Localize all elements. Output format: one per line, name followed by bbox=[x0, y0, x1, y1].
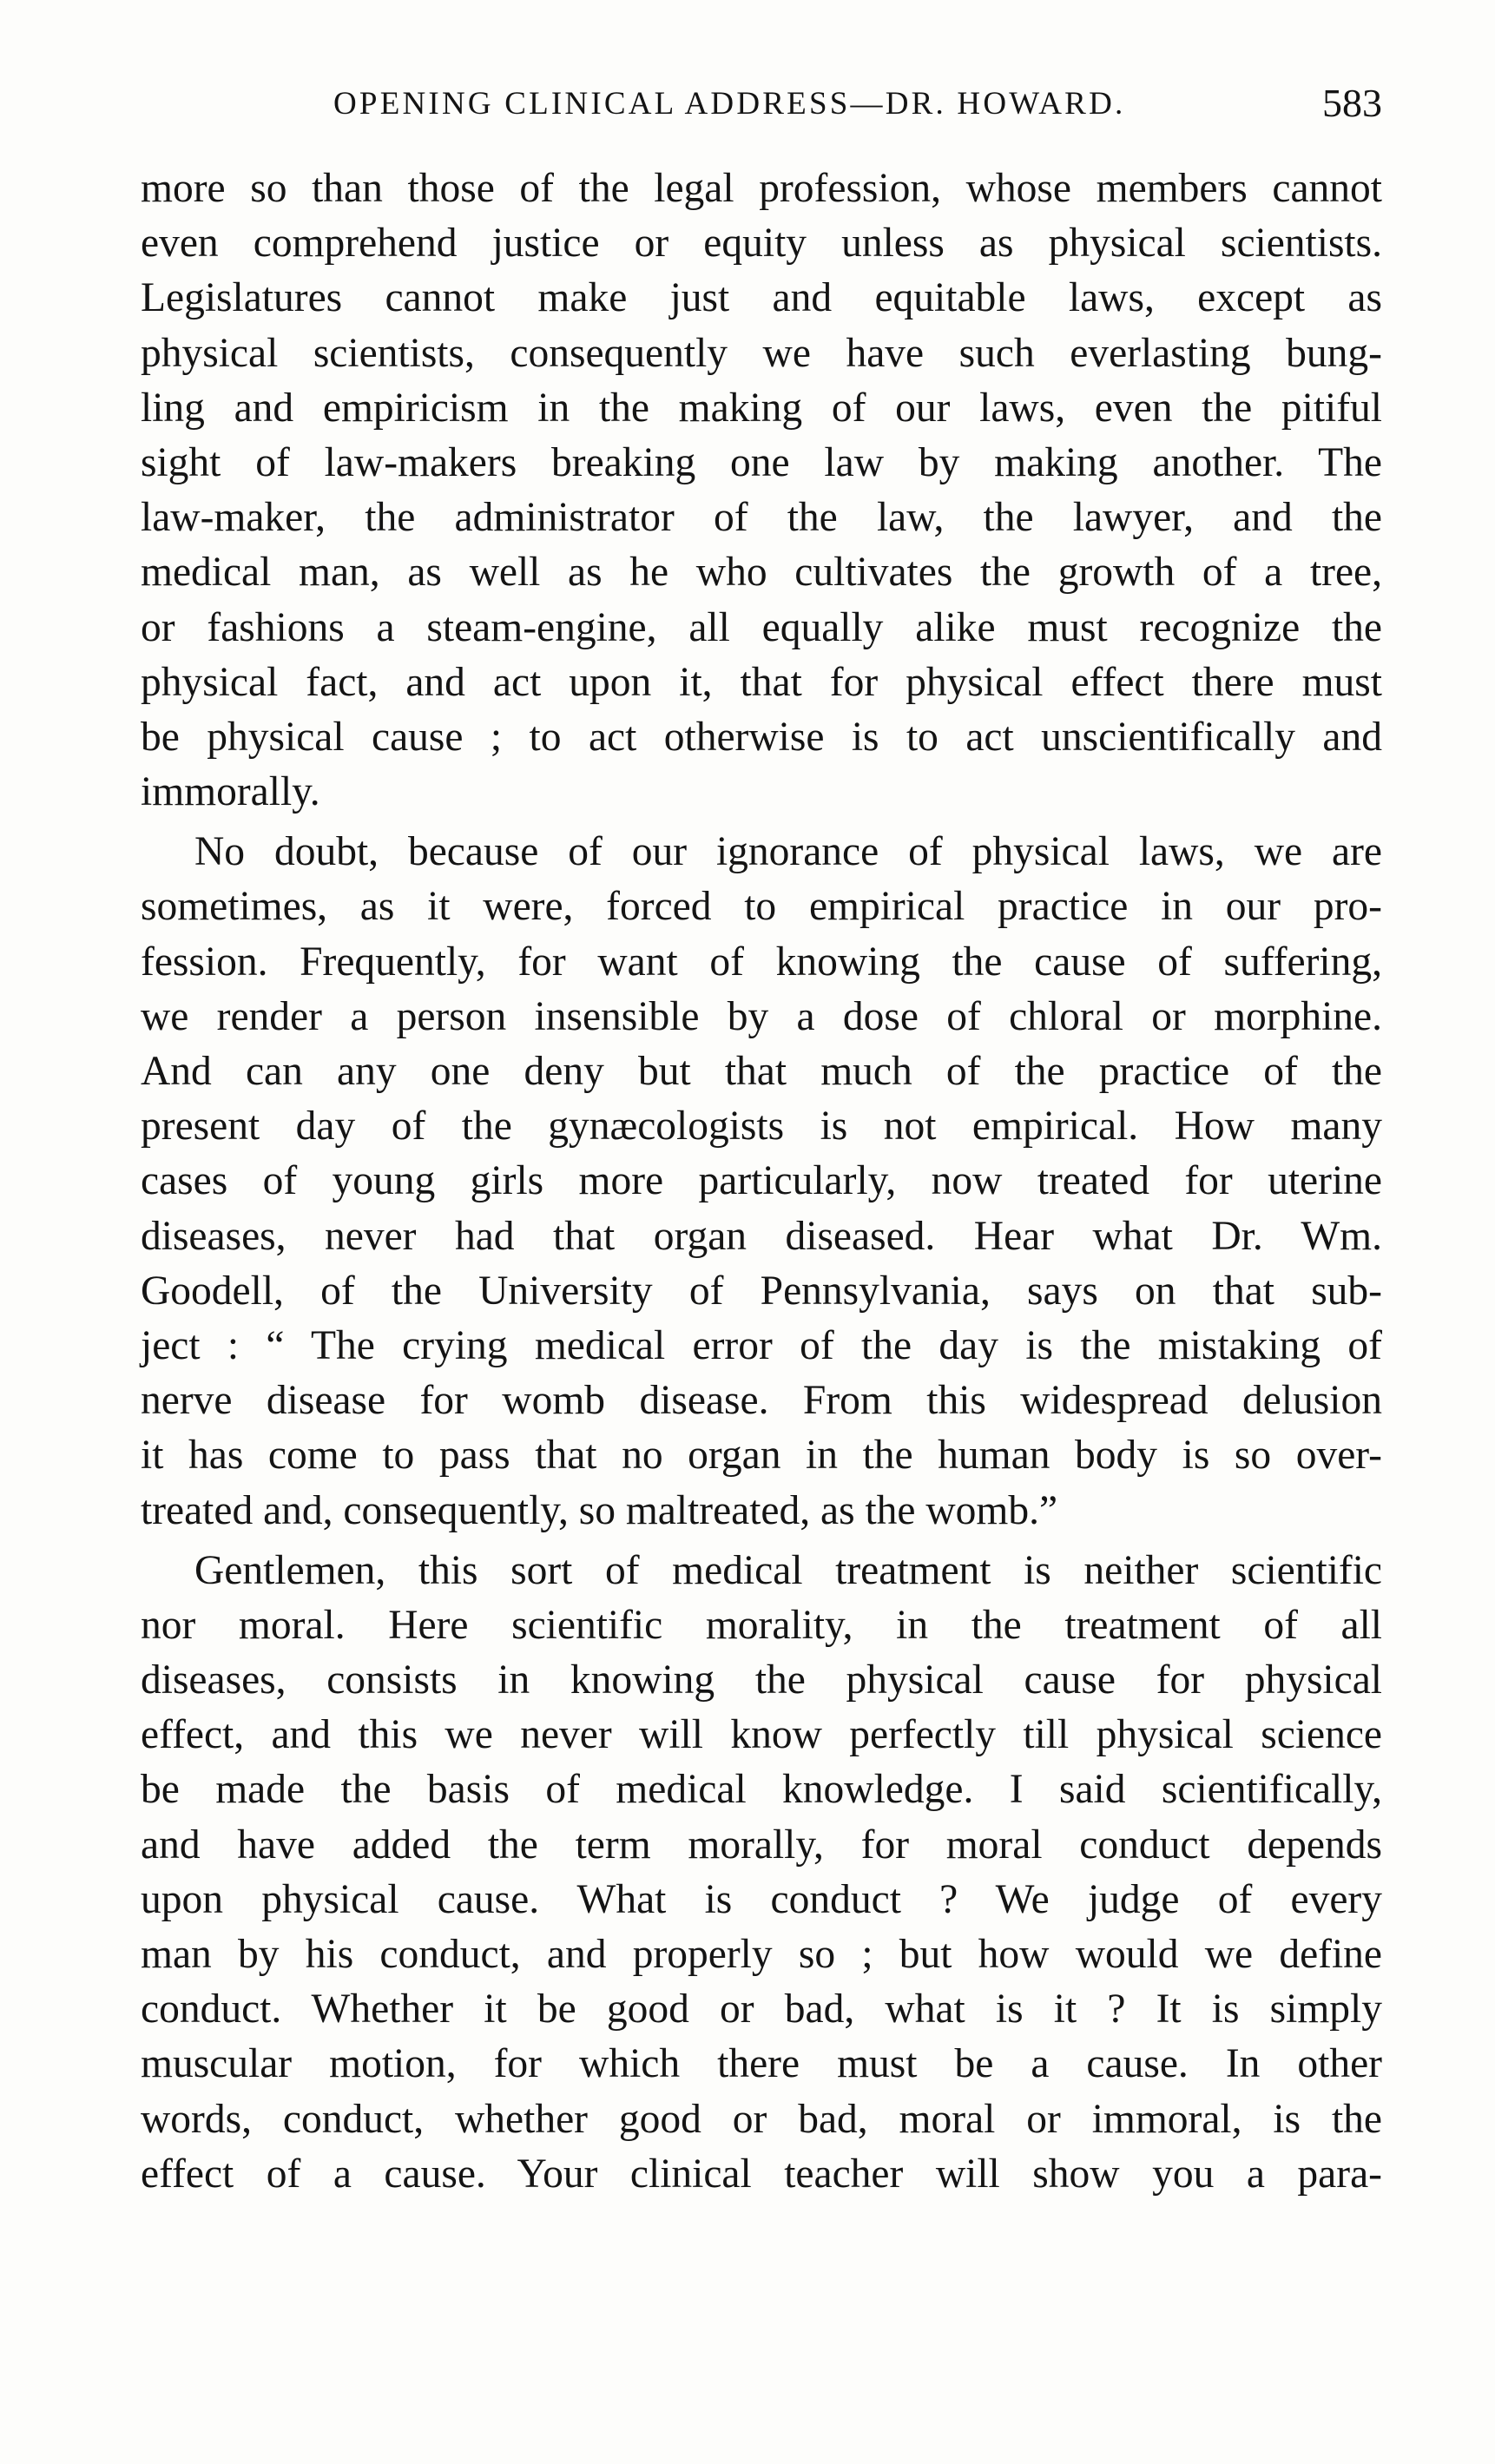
text-line: words, conduct, whether good or bad, moral or immoral, is the bbox=[141, 2096, 1382, 2142]
text-line: medical man, as well as he who cultivates the growth of a tree, bbox=[141, 550, 1382, 596]
text-line: and have added the term morally, for moral conduct depends bbox=[141, 1822, 1382, 1868]
text-line: And can any one deny but that much of the practice of the bbox=[141, 1049, 1382, 1094]
paragraph-3 bbox=[141, 1544, 1382, 2202]
text-line: muscular motion, for which there must be a cause. In other bbox=[141, 2041, 1382, 2087]
text-line: physical fact, and act upon it, that for physical effect there must bbox=[141, 659, 1382, 705]
text-line: upon physical cause. What is conduct ? We judge of every bbox=[141, 1876, 1382, 1922]
text-line: No doubt, because of our ignorance of physical laws, we are bbox=[194, 829, 1382, 875]
text-line: Gentlemen, this sort of medical treatment is neither scientific bbox=[194, 1547, 1382, 1593]
running-title: OPENING CLINICAL ADDRESS—DR. HOWARD. bbox=[333, 86, 1126, 122]
text-line: we render a person insensible by a dose of chloral or morphine. bbox=[141, 993, 1382, 1039]
text-line: effect, and this we never will know perfectly till physical science bbox=[141, 1712, 1382, 1758]
text-line: diseases, never had that organ diseased. Hear what Dr. Wm. bbox=[141, 1213, 1382, 1259]
page-number: 583 bbox=[1322, 81, 1382, 125]
text-line: Legislatures cannot make just and equitable laws, except as bbox=[141, 275, 1382, 321]
text-line: immorally. bbox=[141, 769, 320, 815]
text-line: diseases, consists in knowing the physical cause for physical bbox=[141, 1657, 1382, 1703]
text-line: nor moral. Here scientific morality, in the treatment of all bbox=[141, 1602, 1382, 1648]
body-text bbox=[141, 161, 1382, 2202]
text-line: treated and, consequently, so maltreated, as the womb.” bbox=[141, 1487, 1058, 1533]
text-line: nerve disease for womb disease. From this widespread delusion bbox=[141, 1378, 1382, 1424]
text-line: sight of law-makers breaking one law by making another. The bbox=[141, 439, 1382, 485]
running-head bbox=[0, 80, 1495, 132]
text-line: man by his conduct, and properly so ; but how would we define bbox=[141, 1932, 1382, 1977]
paragraph-1 bbox=[141, 161, 1382, 820]
text-line: even comprehend justice or equity unless as physical scientists. bbox=[141, 221, 1382, 267]
text-line: ling and empiricism in the making of our laws, even the pitiful bbox=[141, 385, 1382, 431]
text-line: conduct. Whether it be good or bad, what is it ? It is simply bbox=[141, 1986, 1382, 2032]
text-line: more so than those of the legal profession, whose members cannot bbox=[141, 166, 1382, 211]
text-line: be made the basis of medical knowledge. I said scientifically, bbox=[141, 1767, 1382, 1813]
paragraph-2 bbox=[141, 825, 1382, 1538]
text-line: sometimes, as it were, forced to empirical practice in our pro- bbox=[141, 884, 1382, 930]
text-line: it has come to pass that no organ in the human body is so over- bbox=[141, 1433, 1382, 1479]
text-line: present day of the gynæcologists is not empirical. How many bbox=[141, 1104, 1382, 1150]
text-line: effect of a cause. Your clinical teacher will show you a para- bbox=[141, 2151, 1382, 2197]
text-line: physical scientists, consequently we have such everlasting bung- bbox=[141, 330, 1382, 376]
text-line: or fashions a steam-engine, all equally alike must recognize the bbox=[141, 604, 1382, 650]
text-line: law-maker, the administrator of the law, the lawyer, and the bbox=[141, 495, 1382, 541]
text-line: ject : “ The crying medical error of the day is the mistaking of bbox=[141, 1322, 1382, 1368]
text-line: be physical cause ; to act otherwise is to act unscientifically and bbox=[141, 714, 1382, 760]
text-line: Goodell, of the University of Pennsylvania, says on that sub- bbox=[141, 1268, 1382, 1314]
text-line: cases of young girls more particularly, now treated for uterine bbox=[141, 1158, 1382, 1204]
text-line: fession. Frequently, for want of knowing the cause of suffering, bbox=[141, 939, 1382, 985]
